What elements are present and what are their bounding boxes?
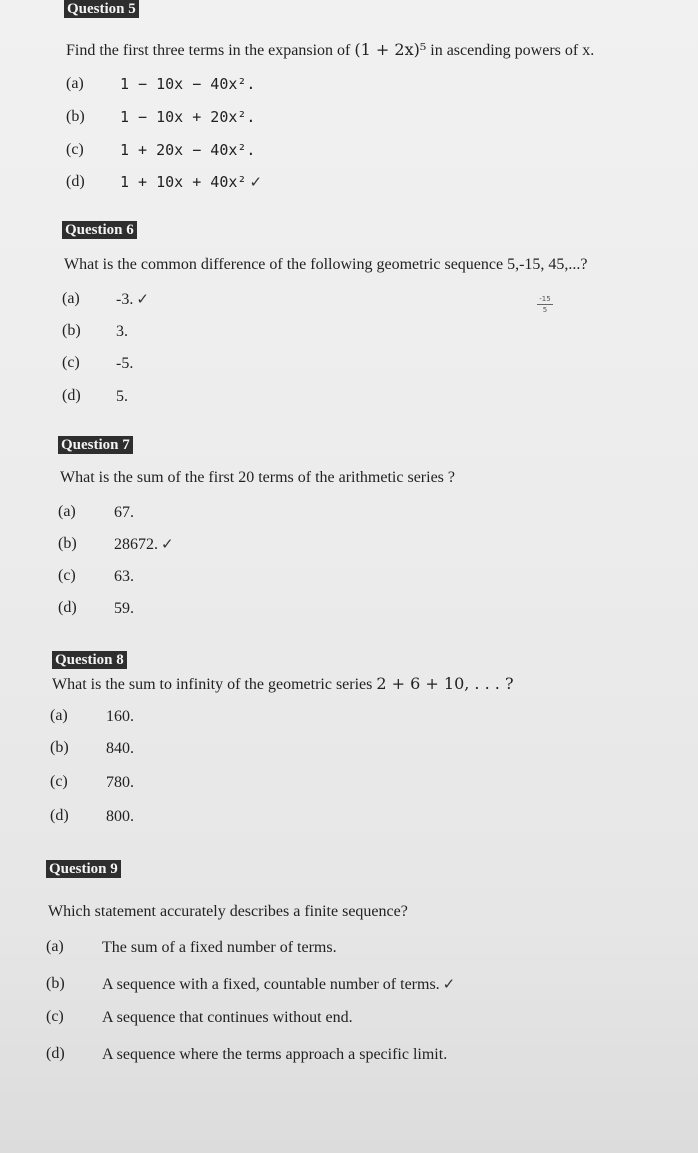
option-text: 1 + 10x + 40x² ✓ (120, 173, 263, 191)
option-text: -3. ✓ (116, 290, 149, 308)
option-text: 780. (106, 774, 134, 791)
question-9-heading: Question 9 (46, 860, 121, 878)
option-label: (d) (50, 807, 69, 824)
option-label: (c) (50, 773, 68, 790)
margin-note-numerator: -15 (539, 295, 551, 303)
q6-option-d[interactable] (62, 385, 128, 407)
question-5-stem-tail: in ascending powers of x. (426, 42, 595, 59)
question-6-stem: What is the common difference of the following geometric sequence 5,-15, 45,...? (64, 256, 588, 273)
option-text: 5. (116, 388, 128, 405)
question-5-stem (66, 40, 594, 60)
question-8-heading: Question 8 (52, 651, 127, 669)
option-label: (c) (62, 354, 80, 371)
option-text: 67. (114, 504, 134, 521)
option-label: (b) (50, 739, 69, 756)
option-label: (c) (46, 1008, 64, 1025)
option-text: 800. (106, 808, 134, 825)
margin-note-fraction (537, 295, 553, 314)
option-label: (b) (58, 535, 77, 552)
q5-option-d[interactable] (66, 171, 263, 193)
q9-option-b[interactable] (46, 973, 456, 995)
q8-option-b[interactable] (50, 737, 134, 759)
tick-mark: ✓ (136, 290, 149, 308)
margin-note-denominator: 5 (542, 306, 548, 314)
question-9-stem: Which statement accurately describes a finite sequence? (48, 903, 408, 920)
q7-option-d[interactable] (58, 597, 134, 619)
option-text: -5. (116, 355, 134, 372)
q5-option-c[interactable] (66, 139, 256, 161)
option-label: (b) (66, 108, 85, 125)
tick-mark: ✓ (442, 975, 456, 993)
option-text: A sequence where the terms approach a specific limit. (102, 1046, 448, 1063)
question-6-heading: Question 6 (62, 221, 137, 239)
option-text: 1 − 10x + 20x². (120, 108, 256, 126)
q6-option-b[interactable] (62, 320, 128, 342)
option-text: A sequence that continues without end. (102, 1009, 353, 1026)
q8-option-c[interactable] (50, 771, 134, 793)
option-text: 28672. ✓ (114, 535, 174, 553)
q7-option-c[interactable] (58, 565, 134, 587)
option-text: 3. (116, 323, 128, 340)
option-label: (d) (62, 387, 81, 404)
q6-option-a[interactable] (62, 288, 149, 310)
option-label: (b) (62, 322, 81, 339)
question-8-stem-text: What is the sum to infinity of the geometric series (52, 676, 377, 693)
option-label: (d) (58, 599, 77, 616)
option-text: 59. (114, 600, 134, 617)
q9-option-d[interactable] (46, 1043, 448, 1065)
option-label: (a) (58, 503, 76, 520)
option-label: (d) (66, 173, 85, 190)
q7-option-a[interactable] (58, 501, 134, 523)
option-label: (a) (66, 75, 84, 92)
q9-option-c[interactable] (46, 1006, 353, 1028)
question-8-stem (52, 674, 514, 694)
option-label: (a) (50, 707, 68, 724)
question-7-stem: What is the sum of the first 20 terms of the arithmetic series ? (60, 469, 455, 486)
option-text: 840. (106, 740, 134, 757)
question-5-expression: (1 + 2x)⁵ (354, 40, 427, 59)
option-text: 63. (114, 568, 134, 585)
q9-option-a[interactable] (46, 936, 337, 958)
option-text: The sum of a fixed number of terms. (102, 939, 337, 956)
option-label: (d) (46, 1045, 65, 1062)
question-5-stem-text: Find the first three terms in the expansion of (66, 42, 355, 59)
tick-mark: ✓ (161, 535, 174, 553)
option-label: (c) (58, 567, 76, 584)
option-label: (a) (62, 290, 80, 307)
q6-option-c[interactable] (62, 352, 134, 374)
q7-option-b[interactable] (58, 533, 174, 555)
q8-option-d[interactable] (50, 805, 134, 827)
q5-option-b[interactable] (66, 106, 256, 128)
question-7-heading: Question 7 (58, 436, 133, 454)
question-5-heading: Question 5 (64, 0, 139, 18)
option-label: (a) (46, 938, 64, 955)
q5-option-a[interactable] (66, 73, 256, 95)
option-label: (b) (46, 975, 65, 992)
option-text: 160. (106, 708, 134, 725)
tick-mark: ✓ (249, 173, 263, 191)
fraction-bar (537, 304, 553, 305)
option-text: 1 + 20x − 40x². (120, 141, 256, 159)
question-8-expression: 2 + 6 + 10, . . . ? (376, 674, 514, 693)
option-text: A sequence with a fixed, countable number of terms. ✓ (102, 975, 456, 993)
option-label: (c) (66, 141, 84, 158)
q8-option-a[interactable] (50, 705, 134, 727)
option-text: 1 − 10x − 40x². (120, 75, 256, 93)
